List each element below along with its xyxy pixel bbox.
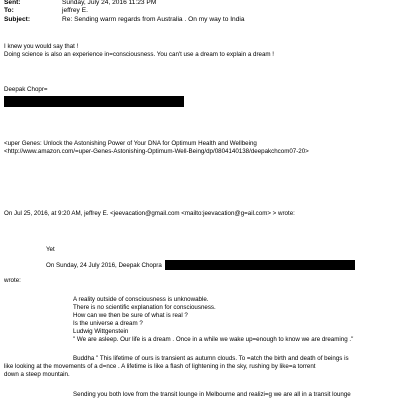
buddha-quote-line: Buddha " This lifetime of ours is transient as autumn clouds. To =atch the birth and death of beings is xyxy=(73,355,349,362)
quote1-attribution: On Jul 25, 2016, at 9:20 AM, jeffrey E. <jeevacation@gmail.com <mailto:jeevacation@g=ail.com> > wrote: xyxy=(4,210,295,217)
quote1-body: Yet xyxy=(46,246,55,253)
buddha-quote-line: down a steep mountain. xyxy=(4,371,70,378)
closing-line: Sending you both love from the transit lounge in Melbourne and realizi=g we are all in a transit lounge xyxy=(73,391,351,398)
signature-name: Deepak Chopr= xyxy=(4,86,48,93)
redaction-bar xyxy=(165,260,355,270)
to-label: To: xyxy=(4,7,14,14)
wittgenstein-quote: " We are asleep. Our life is a dream . Once in a while we wake up=enough to know we are dreaming ." xyxy=(73,336,354,343)
poem-line: How can we then be sure of what is real ? xyxy=(73,312,188,319)
subject-label: Subject: xyxy=(4,16,31,23)
reply-line-1: I knew you would say that ! xyxy=(4,43,79,50)
buddha-quote-line: like looking at the movements of a d=nce . A lifetime is like a flash of lightening in the sky, rushing by like=a torrent xyxy=(4,363,316,370)
to-value: jeffrey E. xyxy=(62,7,88,14)
book-link[interactable]: <http://www.amazon.com/=uper-Genes-Astonishing-Optimum-Well-Being/dp/0804140138/deepakchcom07-20> xyxy=(4,148,309,155)
quote2-attribution: On Sunday, 24 July 2016, Deepak Chopra xyxy=(46,262,162,269)
poem-line: Ludwig Wittgenstein xyxy=(73,328,129,335)
subject-value: Re: Sending warm regards from Australia . On my way to India xyxy=(62,16,245,23)
quote2-wrote: wrote: xyxy=(4,277,21,284)
reply-line-2: Doing science is also an experience in=consciousness. You can't use a dream to explain a dream ! xyxy=(4,51,274,58)
poem-line: Is the universe a dream ? xyxy=(73,320,143,327)
sent-value: Sunday, July 24, 2016 11:23 PM xyxy=(62,0,157,6)
redaction-bar xyxy=(4,96,184,107)
poem-line: A reality outside of consciousness is unknowable. xyxy=(73,296,209,303)
sent-label: Sent: xyxy=(4,0,21,6)
poem-line: There is no scientific explanation for consciousness. xyxy=(73,304,216,311)
book-title: <uper Genes: Unlock the Astonishing Power of Your DNA for Optimum Health and Wellbeing xyxy=(4,140,257,147)
